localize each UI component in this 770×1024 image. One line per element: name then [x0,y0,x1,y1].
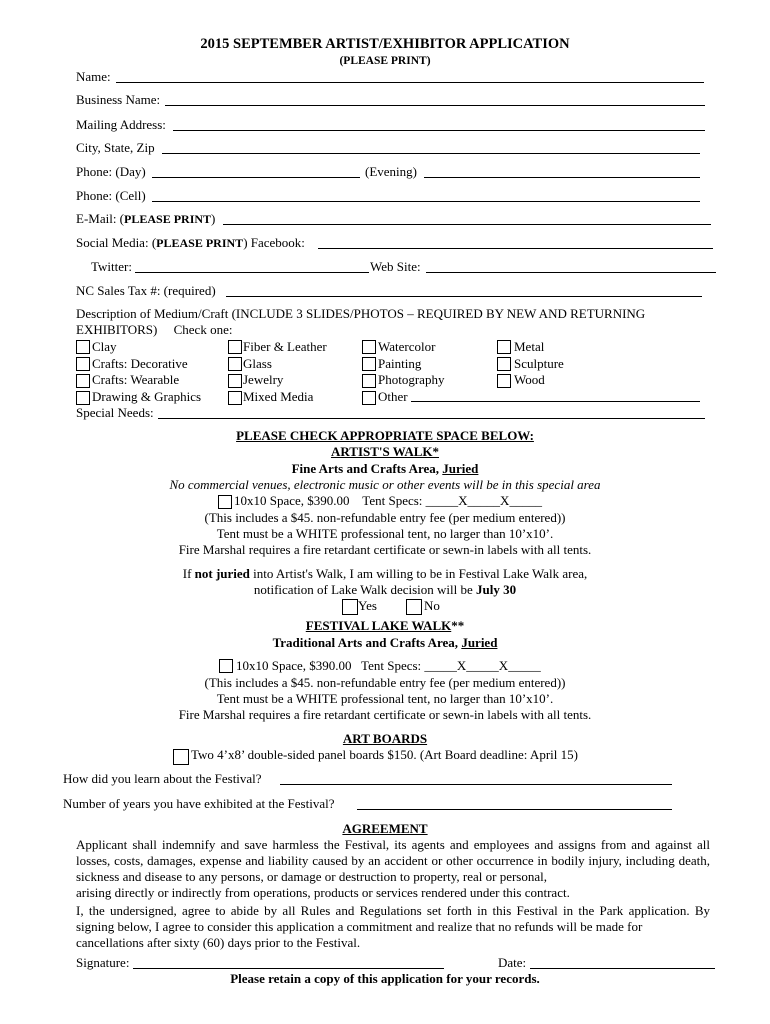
medium-watercolor-label: Watercolor [378,339,436,354]
lake-walk-fee: (This includes a $45. non-refundable entry fee (per medium entered)) [204,675,566,690]
medium-crafts-wearable-label: Crafts: Wearable [92,372,180,387]
tax-field[interactable] [226,296,702,297]
yes-label: Yes [358,598,377,613]
phone-evening-label: (Evening) [365,164,417,179]
not-juried-text: If not juried into Artist's Walk, I am willing to be in Festival Lake Walk area, [182,566,588,581]
checkbox-no[interactable] [406,599,422,615]
artists-walk-area: Fine Arts and Crafts Area, Juried [291,461,479,476]
signature-label: Signature: [76,955,130,970]
medium-wood-label: Wood [514,372,545,387]
lake-walk-tent: Tent must be a WHITE professional tent, no larger than 10’x10’. [216,691,554,706]
artists-walk-fee: (This includes a $45. non-refundable entry fee (per medium entered)) [204,510,566,525]
no-label: No [424,598,440,613]
form-subtitle: (PLEASE PRINT) [339,55,431,67]
learn-label: How did you learn about the Festival? [63,771,265,786]
twitter-field[interactable] [135,272,369,273]
special-needs-label: Special Needs: [76,405,154,420]
other-medium-field[interactable] [411,401,700,402]
years-label: Number of years you have exhibited at the Festival? [63,796,338,811]
checkbox-artists-walk-space[interactable] [218,495,232,509]
city-state-zip-label: City, State, Zip [76,140,155,155]
agreement-paragraph-2: I, the undersigned, agree to abide by all Rules and Regulations set forth in this Festival in the Park application. By signing below, I agree to consider this application a commitment and realize that no refunds will be made for cancellations after sixty (60) days prior to the Festival. [76,903,710,950]
artists-walk-tent: Tent must be a WHITE professional tent, no larger than 10’x10’. [216,526,554,541]
business-name-field[interactable] [165,105,705,106]
city-state-zip-field[interactable] [162,153,700,154]
social-media-label: Social Media: (PLEASE PRINT) Facebook: [76,235,305,250]
tax-label: NC Sales Tax #: (required) [76,283,216,298]
checkbox-glass[interactable] [228,357,242,371]
artists-walk-fire: Fire Marshal requires a fire retardant certificate or sewn-in labels with all tents. [178,542,592,557]
checkbox-sculpture[interactable] [497,357,511,371]
artists-walk-heading: ARTIST'S WALK* [330,444,440,459]
phone-day-label: Phone: (Day) [76,164,146,179]
checkbox-metal[interactable] [497,340,511,354]
checkbox-lake-walk-space[interactable] [219,659,233,673]
checkbox-yes[interactable] [342,599,358,615]
form-title: 2015 SEPTEMBER ARTIST/EXHIBITOR APPLICATION [200,36,570,52]
checkbox-fiber-leather[interactable] [228,340,242,354]
notification-text: notification of Lake Walk decision will be July 30 [253,582,517,597]
date-field[interactable] [530,968,715,969]
retain-copy-note: Please retain a copy of this application for your records. [230,971,540,986]
checkbox-drawing-graphics[interactable] [76,391,90,405]
lake-walk-option: 10x10 Space, $390.00 Tent Specs: _____X_____X_____ [236,658,541,673]
medium-mixed-media-label: Mixed Media [243,389,314,404]
medium-photography-label: Photography [378,372,445,387]
twitter-label: Twitter: [91,259,132,274]
lake-walk-fire: Fire Marshal requires a fire retardant certificate or sewn-in labels with all tents. [178,707,592,722]
artists-walk-option: 10x10 Space, $390.00 Tent Specs: _____X_____X_____ [234,493,542,508]
phone-cell-label: Phone: (Cell) [76,188,146,203]
business-name-label: Business Name: [76,92,161,107]
medium-fiber-leather-label: Fiber & Leather [243,339,327,354]
years-field[interactable] [357,809,672,810]
medium-drawing-graphics-label: Drawing & Graphics [92,389,202,404]
website-label: Web Site: [370,259,421,274]
medium-crafts-decorative-label: Crafts: Decorative [92,356,188,371]
artists-walk-note: No commercial venues, electronic music or other events will be in this special area [169,477,601,492]
checkbox-jewelry[interactable] [228,374,242,388]
medium-metal-label: Metal [514,339,545,354]
checkbox-crafts-wearable[interactable] [76,374,90,388]
art-boards-heading: ART BOARDS [342,731,428,746]
signature-field[interactable] [133,968,444,969]
checkbox-art-boards[interactable] [173,749,189,765]
medium-painting-label: Painting [378,356,422,371]
mailing-address-label: Mailing Address: [76,117,166,132]
learn-field[interactable] [280,784,672,785]
medium-clay-label: Clay [92,339,117,354]
special-needs-field[interactable] [158,418,705,419]
mailing-address-field[interactable] [173,130,705,131]
checkbox-mixed-media[interactable] [228,391,242,405]
checkbox-watercolor[interactable] [362,340,376,354]
facebook-field[interactable] [318,248,713,249]
checkbox-clay[interactable] [76,340,90,354]
medium-sculpture-label: Sculpture [514,356,564,371]
agreement-paragraph-1: Applicant shall indemnify and save harmless the Festival, its agents and employees and assigns from and against all losses, costs, damages, expense and liability caused by an accident or other occurrence in bodily injury, including death, sickness and disease to any persons, or damage or destruction to property, real or personal, arising directly or indirectly from operations, products or services rendered under this contract. [76,837,710,900]
checkbox-wood[interactable] [497,374,511,388]
phone-cell-field[interactable] [152,201,700,202]
medium-description: Description of Medium/Craft (INCLUDE 3 SLIDES/PHOTOS – REQUIRED BY NEW AND RETURNING [76,306,646,321]
checkbox-crafts-decorative[interactable] [76,357,90,371]
lake-walk-heading: FESTIVAL LAKE WALK** [305,618,465,633]
checkbox-other[interactable] [362,391,376,405]
website-field[interactable] [426,272,716,273]
lake-walk-area: Traditional Arts and Crafts Area, Juried [272,635,498,650]
checkbox-photography[interactable] [362,374,376,388]
phone-evening-field[interactable] [424,177,700,178]
medium-other-label: Other [378,389,408,404]
checkbox-painting[interactable] [362,357,376,371]
agreement-heading: AGREEMENT [342,821,428,836]
phone-day-field[interactable] [152,177,360,178]
name-label: Name: [76,69,111,84]
art-boards-option: Two 4’x8’ double-sided panel boards $150. (Art Board deadline: April 15) [191,747,578,762]
medium-glass-label: Glass [243,356,272,371]
medium-jewelry-label: Jewelry [243,372,284,387]
check-one-label: EXHIBITORS) Check one: [76,322,233,337]
date-label: Date: [498,955,527,970]
space-heading: PLEASE CHECK APPROPRIATE SPACE BELOW: [236,428,534,443]
email-label: E-Mail: (PLEASE PRINT) [76,211,216,226]
name-field[interactable] [116,82,704,83]
email-field[interactable] [223,224,711,225]
